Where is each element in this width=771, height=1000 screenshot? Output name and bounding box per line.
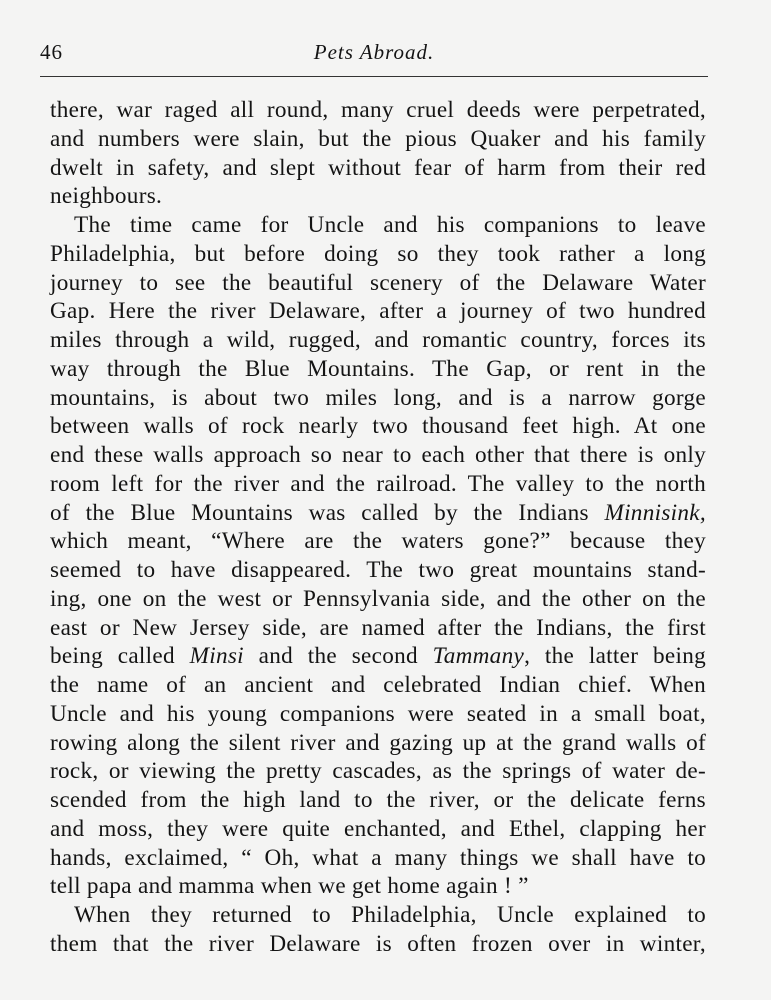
text-segment: mountains, is about two miles long, and is a narrow gorge — [50, 384, 706, 411]
text-segment: miles through a wild, rugged, and romantic country, forces its — [50, 327, 706, 353]
text-segment: hands, exclaimed, “ Oh, what a many things we shall have to — [50, 844, 706, 871]
text-segment: being called — [50, 643, 190, 670]
page-number: 46 — [40, 40, 63, 64]
text-line — [50, 527, 706, 556]
text-line — [50, 585, 706, 614]
text-segment: way through the Blue Mountains. The Gap, or rent in the — [50, 355, 706, 382]
text-segment: rock, or viewing the pretty cascades, as the springs of water de- — [50, 758, 706, 785]
text-line — [50, 700, 706, 729]
text-line — [50, 269, 706, 298]
page-header — [40, 40, 708, 70]
text-line — [50, 355, 706, 384]
text-segment: Uncle and his young companions were seated in a small boat, — [50, 700, 706, 727]
text-segment: ing, one on the west or Pennsylvania side, and the other on the — [50, 585, 706, 612]
text-line — [50, 930, 706, 959]
text-line — [50, 872, 706, 901]
text-line — [50, 815, 706, 844]
text-segment: Gap. Here the river Delaware, after a journey of two hundred — [50, 298, 706, 325]
text-segment: , the latter being — [524, 643, 706, 670]
text-line — [50, 757, 706, 786]
italic-text-segment: Minsi — [189, 643, 244, 670]
text-line — [50, 326, 706, 355]
text-line — [50, 182, 706, 211]
text-segment: Philadelphia, but before doing so they took rather a long — [50, 240, 706, 267]
text-line — [50, 297, 706, 326]
text-line — [50, 441, 706, 470]
text-segment: between walls of rock nearly two thousand feet high. At one — [50, 413, 706, 440]
text-segment: end these walls approach so near to each other that there is only — [50, 442, 706, 468]
text-line — [50, 786, 706, 815]
italic-text-segment: Minnisink, — [604, 499, 706, 526]
header-rule — [40, 76, 708, 77]
text-line — [50, 614, 706, 643]
text-line — [50, 384, 706, 413]
italic-text-segment: Tammany — [432, 643, 525, 670]
text-line — [50, 901, 706, 930]
text-segment: and moss, they were quite enchanted, and Ethel, clapping her — [50, 815, 706, 842]
text-line — [50, 642, 706, 671]
text-segment: and numbers were slain, but the pious Quaker and his family — [50, 125, 706, 152]
text-segment: scended from the high land to the river, or the delicate ferns — [50, 787, 706, 813]
text-line — [50, 499, 706, 528]
running-title: Pets Abroad. — [313, 40, 435, 64]
text-segment: When they returned to Philadelphia, Uncle explained to — [74, 902, 706, 928]
text-segment: seemed to have disappeared. The two great mountains stand- — [50, 557, 706, 583]
text-segment: rowing along the silent river and gazing up at the grand walls of — [50, 729, 706, 756]
text-segment: The time came for Uncle and his companions to leave — [74, 212, 706, 238]
text-segment: journey to see the beautiful scenery of the Delaware Water — [50, 269, 706, 296]
text-segment: neighbours. — [50, 183, 163, 210]
text-line — [50, 240, 706, 269]
text-line — [50, 729, 706, 758]
text-line — [50, 844, 706, 873]
text-segment: which meant, “Where are the waters gone?” because they — [50, 528, 706, 555]
text-segment: them that the river Delaware is often frozen over in winter, — [50, 930, 706, 957]
text-segment: room left for the river and the railroad. The valley to the north — [50, 470, 706, 497]
text-line — [50, 556, 706, 585]
text-segment: there, war raged all round, many cruel deeds were perpetrated, — [50, 97, 706, 123]
text-line — [50, 125, 706, 154]
text-line — [50, 470, 706, 499]
text-segment: east or New Jersey side, are named after the Indians, the first — [50, 614, 706, 641]
text-line — [50, 96, 706, 125]
text-line — [50, 211, 706, 240]
text-line — [50, 412, 706, 441]
text-line — [50, 671, 706, 700]
text-segment: dwelt in safety, and slept without fear of harm from their red — [50, 154, 706, 181]
text-segment: and the second — [243, 643, 433, 670]
text-segment: of the Blue Mountains was called by the Indians — [50, 499, 605, 526]
body-text — [50, 96, 706, 959]
text-segment: the name of an ancient and celebrated Indian chief. When — [50, 672, 706, 698]
text-segment: tell papa and mamma when we get home again ! ” — [50, 873, 529, 900]
text-line — [50, 154, 706, 183]
